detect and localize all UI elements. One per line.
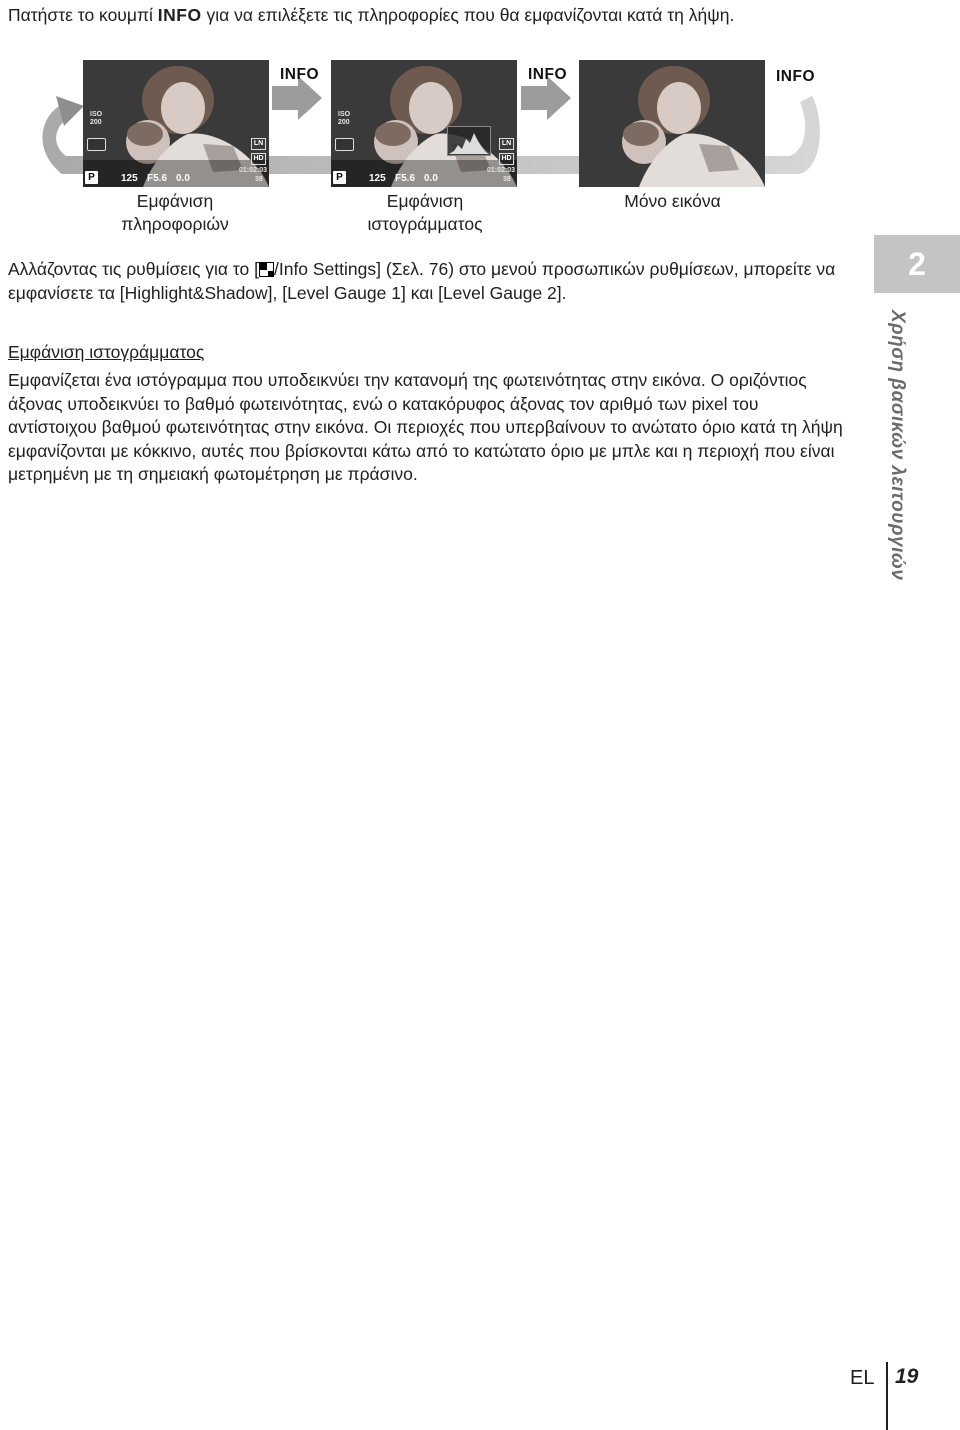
info-button-word: INFO <box>157 5 202 25</box>
movie-badge: HD <box>251 153 266 165</box>
iso-label: ISO <box>338 111 351 118</box>
screen-image-only <box>579 60 765 187</box>
aperture-value: F5.6 <box>147 173 168 184</box>
iso-label: ISO <box>90 111 103 118</box>
page-number: 19 <box>895 1365 919 1388</box>
info-settings-paragraph <box>8 258 848 305</box>
histogram-paragraph: Εμφανίζεται ένα ιστόγραμμα που υποδεικνύει την κατανομή της φωτεινότητας στην εικόνα. Ο οριζόντιος άξονας υποδεικνύει το βαθμό φωτεινότητας, ενώ ο κατακόρυφος άξονας τον αριθμό των pixel του αντίστοιχου βαθμού φωτεινότητας στην εικόνα. Οι περιοχές που υπερβαίνουν το ανώτατο όριο κατά τη λήψη εμφανίζονται με κόκκινο, αυτές που βρίσκονται κάτω από το κατώτατο όριο με μπλε και η περιοχή που είναι μετρημένη με τη σημειακή φωτομέτρηση με πράσινο. <box>8 370 843 484</box>
info-label-1: INFO <box>280 66 320 83</box>
shots-remaining: 38 <box>503 176 511 183</box>
iso-value: 200 <box>338 119 350 126</box>
quality-badge: LN <box>499 138 514 150</box>
screen-info-display <box>83 60 269 187</box>
caption-line-1: Εμφάνιση <box>136 191 214 211</box>
intro-paragraph <box>8 4 843 28</box>
chapter-title-text: Χρήση βασικών λειτουργιών <box>887 310 908 581</box>
quality-badge: LN <box>251 138 266 150</box>
exposure-compensation: 0.0 <box>176 173 190 184</box>
display-frame-icon <box>259 262 274 277</box>
caption-image-only <box>600 190 745 213</box>
footer-divider <box>886 1362 888 1430</box>
display-cycle-diagram <box>0 56 850 246</box>
aperture-value: F5.6 <box>395 173 416 184</box>
caption-line-2: πληροφοριών <box>121 214 229 234</box>
p1-text-after: /Info Settings] (Σελ. 76) στο μενού προσωπικών ρυθμίσεων, μπορείτε να εμφανίσετε τα [Highlight&Shadow], [Level Gauge 1] και [Level Gauge 2]. <box>8 259 836 303</box>
p1-text-before: Αλλάζοντας τις ρυθμίσεις για το [ <box>8 259 259 279</box>
shutter-speed: 125 <box>121 173 138 184</box>
caption-histogram-display <box>345 190 505 236</box>
shooting-mode-icon: P <box>333 171 346 184</box>
screen-histogram-display <box>331 60 517 187</box>
intro-text-before: Πατήστε το κουμπί <box>8 5 158 25</box>
recording-time: 01:02:03 <box>487 167 516 174</box>
caption-line-1: Μόνο εικόνα <box>624 191 721 211</box>
info-label-3: INFO <box>776 68 816 85</box>
shutter-speed: 125 <box>369 173 386 184</box>
shots-remaining: 38 <box>255 176 263 183</box>
info-label-2: INFO <box>528 66 568 83</box>
caption-info-display <box>100 190 250 236</box>
exposure-compensation: 0.0 <box>424 173 438 184</box>
section-heading: Εμφάνιση ιστογράμματος <box>8 342 205 362</box>
mother-child-photo <box>579 60 765 187</box>
flash-mode-icon <box>335 138 354 151</box>
flash-mode-icon <box>87 138 106 151</box>
histogram-graph <box>448 127 490 155</box>
caption-line-1: Εμφάνιση <box>386 191 464 211</box>
shooting-mode-icon: P <box>85 171 98 184</box>
iso-value: 200 <box>90 119 102 126</box>
histogram-panel <box>447 126 491 156</box>
intro-text-after: για να επιλέξετε τις πληροφορίες που θα εμφανίζονται κατά τη λήψη. <box>201 5 735 25</box>
recording-time: 01:02:03 <box>239 167 268 174</box>
chapter-title-vertical <box>886 310 926 640</box>
chapter-number-tab: 2 <box>874 235 960 293</box>
caption-line-2: ιστογράμματος <box>367 214 483 234</box>
movie-badge: HD <box>499 153 514 165</box>
footer-language: EL <box>850 1367 875 1389</box>
